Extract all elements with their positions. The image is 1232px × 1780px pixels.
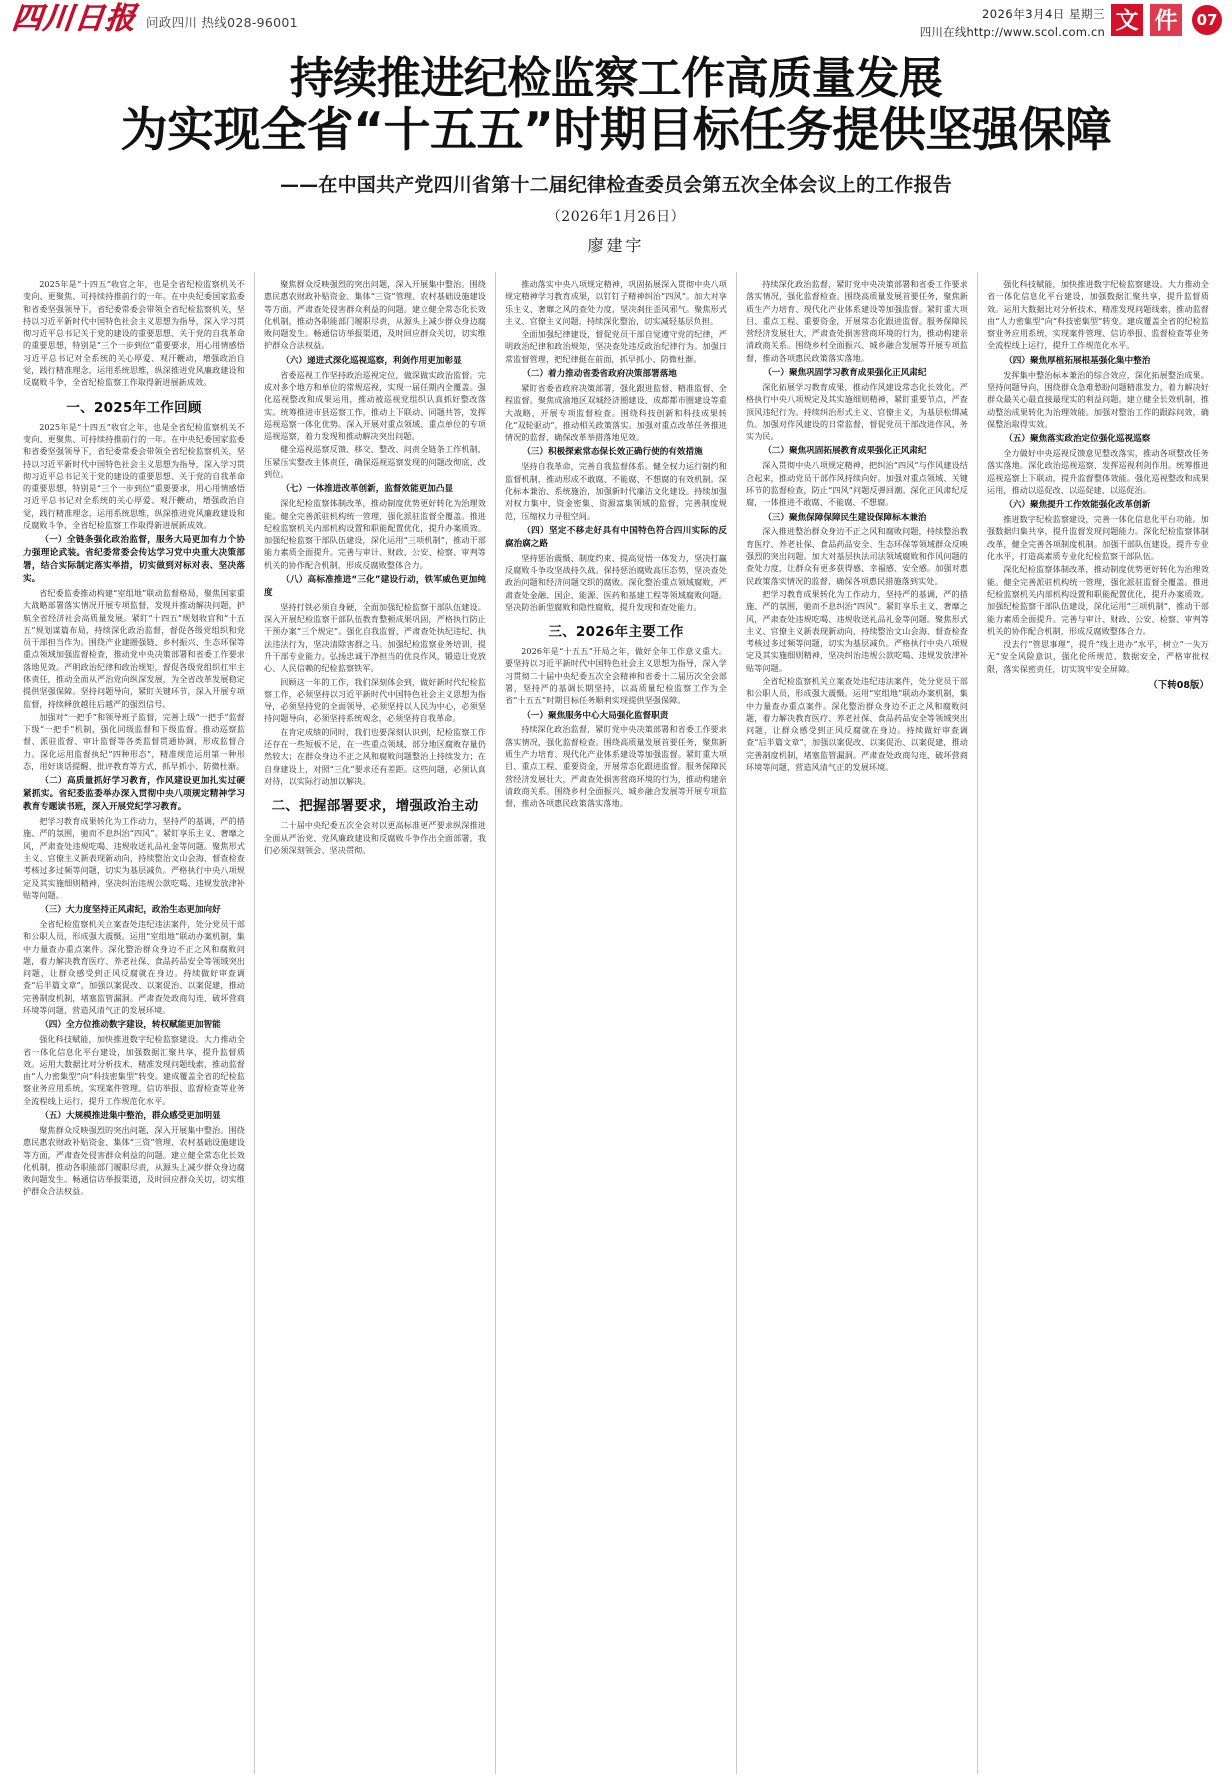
paragraph: 把学习教育成果转化为工作动力，坚持严的基调，严的措施、严的氛围，驰而不息纠治“四风”。紧盯享乐主义、奢靡之风，严肃查处违规吃喝、违规收送礼品礼金等问题。聚焦形式主义、官僚主义新表现新动向，持续整治文山会海、督查检查考核过多过频等问题，切实为基层减负。严格执行中央八项规定及其实施细则精神，坚决纠治违规公款吃喝、违规发放津补贴等问题。 (23, 816, 245, 900)
paragraph: 坚持惩治震慑、制度约束、提高觉悟一体发力，坚决打赢反腐败斗争攻坚战持久战。保持惩治腐败高压态势，坚决查处政治问题和经济问题交织的腐败。深化整治重点领域腐败，严肃查处金融、国企、能源、医药和基建工程等领域腐败问题。坚决防治新型腐败和隐性腐败，提升发现和查处能力。 (505, 552, 727, 612)
paragraph: 全面加强纪律建设，督促党员干部自觉遵守党的纪律，严明政治纪律和政治规矩，坚决查处违反政治纪律行为。加强日常监督管理，把纪律挺在前面，抓早抓小、防微杜渐。 (505, 329, 727, 364)
paragraph: 深化纪检监察体制改革，推动制度优势更好转化为治理效能。健全完善派驻机构统一管理，强化派驻监督全覆盖。推进纪检监察机关内部机构设置和职能配置优化，提升办案质效。加强纪检监察干部队伍建设，深化运用“三项机制”，推动干部能力素质全面提升。完善与审计、财政、公安、检察、审判等机关的协作配合机制，形成反腐败整体合力。 (264, 498, 486, 570)
paragraph: 坚持自我革命，完善自我监督体系。健全权力运行制约和监督机制，推动形成不敢腐、不能腐、不想腐的有效机制。深化标本兼治、系统施治，加强新时代廉洁文化建设。持续加强对权力集中、资金密集、资源富集领域的监督，完善制度规范，压缩权力寻租空间。 (505, 461, 727, 521)
article-byline: 廖建宇 (587, 235, 645, 255)
subsection-heading-3-4: （一）聚焦服务中心大局强化监督职责 (522, 710, 669, 721)
section-badge-jian: 件 (1150, 4, 1182, 36)
paragraph: 健全巡视巡察反馈、移交、整改、问责全链条工作机制，压紧压实整改主体责任，确保巡视巡察发现的问题改彻底、改到位。 (264, 444, 486, 480)
masthead (0, 0, 1232, 46)
paragraph: 深入推进整治群众身边不正之风和腐败问题，持续整治教育医疗、养老社保、食品药品安全、生态环保等领域群众反映强烈的突出问题。加大对基层执法司法领域腐败和作风问题的查处力度，让群众有更多获得感、幸福感、安全感。加强对惠民政策落实情况的监督，确保各项惠民措施落到实处。 (746, 526, 968, 586)
paragraph: 发挥集中整治标本兼治的综合效应，深化拓展整治成果。坚持问题导向，围绕群众急难愁盼问题精准发力，着力解决好群众最关心最直接最现实的利益问题。建立健全长效机制，推动整治成果转化为治理效能。加强对整治工作的跟踪问效，确保整治取得实效。 (987, 369, 1209, 429)
paragraph: 全省纪检监察机关立案查处违纪违法案件，处分党员干部和公职人员，形成强大震慑。运用“室组地”联动办案机制，集中力量查办重点案件。深化整治群众身边不正之风和腐败问题，着力解决教育医疗、养老社保、食品药品安全等领域突出问题，让群众感受到正风反腐就在身边。持续做好审查调查“后半篇文章”，加强以案促改、以案促治、以案促建，推动完善制度机制，堵塞监管漏洞。严肃查处政商勾连、破坏营商环境等问题，营造风清气正的发展环境。 (23, 919, 245, 1016)
subsection-heading-1-4: （四）全方位推动数字建设，转权赋能更加智能 (40, 1020, 221, 1031)
masthead-left (10, 1, 298, 36)
paragraph: 二十届中央纪委五次全会对以更高标准更严要求纵深推进全面从严治党、党风廉政建设和反腐败斗争作出全面部署，我们必须深刻领会、坚决贯彻。 (264, 820, 486, 855)
paragraph: 回顾这一年的工作，我们深刻体会到，做好新时代纪检监察工作，必须坚持以习近平新时代中国特色社会主义思想为指导，必须坚持党的全面领导，必须坚持以人民为中心，必须坚持问题导向，必须坚持系统观念，必须坚持自我革命。 (264, 676, 486, 724)
paragraph: 强化科技赋能，加快推进数字纪检监察建设。大力推动全省一体化信息化平台建设，加强数据汇聚共享，提升监督质效。运用大数据比对分析技术，精准发现问题线索，推动监督由“人力密集型”向“科技密集型”转变。建成覆盖全省的纪检监察业务应用系统，实现案件管理、信访举报、监督检查等业务全流程线上运行，提升工作规范化水平。 (23, 1034, 245, 1106)
column-1 (14, 272, 255, 1774)
masthead-meta (920, 4, 1105, 40)
paragraph: 聚焦群众反映强烈的突出问题，深入开展集中整治。围绕惠民惠农财政补贴资金、集体“三资”管理、农村基础设施建设等方面，严肃查处侵害群众利益的问题。建立健全常态化长效化机制，推动各职能部门履职尽责，从源头上减少群众身边腐败问题发生。畅通信访举报渠道，及时回应群众关切，切实维护群众合法权益。 (23, 1124, 245, 1197)
subsection-heading-3-3: （四）坚定不移走好具有中国特色符合四川实际的反腐治腐之路 (505, 525, 727, 549)
paragraph: 2025年是“十四五”收官之年，也是全省纪检监察机关不变向、更聚焦、可持续持推前行的一年。在中央纪委国家监委和省委坚强领导下，省纪委常委会带领全省纪检监察机关，坚持以习近平新时代中国特色社会主义思想为指导，深入学习贯彻习近平总书记关于党的建设的重要思想、关于党的自我革命的重要思想，特别是“三个一步到位”重要要求，用心用情感悟习近平总书记对全系统的关心厚爱、观汗鞭动，增强政治自觉，践行精准理念，运用系统思维，纵深推进党风廉政建设和反腐败斗争，全省纪检监察工作取得新进展新成效。 (23, 421, 245, 531)
subsection-heading-1-3: （三）大力度坚持正风肃纪，政治生态更加向好 (40, 905, 221, 916)
subsection-heading-1-2: （二）高质量抓好学习教育，作风建设更加扎实过硬紧抓实。省纪委监委举办深入贯彻中央八项规定精神学习教育专题读书班，深入开展党纪学习教育。 (23, 776, 245, 813)
column-4 (737, 272, 978, 1774)
paragraph: 聚焦群众反映强烈的突出问题，深入开展集中整治。围绕惠民惠农财政补贴资金、集体“三资”管理、农村基础设施建设等方面，严肃查处侵害群众利益的问题。建立健全常态化长效化机制，推动各职能部门履职尽责，从源头上减少群众身边腐败问题发生。畅通信访举报渠道，及时回应群众关切，切实维护群众合法权益。 (264, 279, 486, 351)
paragraph: 省纪委监委推动构建“室组地”联动监督格局，聚焦国家重大战略部署落实情况开展专项监督，发现并推动解决问题，护航全省经济社会高质量发展。紧盯“十四五”规划收官和“十五五”规划谋篇布局，持续深化政治监督，督促各级党组织和党员干部担当作为。围绕产业建圈强链、乡村振兴、生态环保等重点领域加强监督检查，推动党中央决策部署和省委工作要求落地见效。严明政治纪律和政治规矩，督促各级党组织扛牢主体责任，推动全面从严治党向纵深发展，为全省改革发展稳定提供坚强保障。坚持问题导向，紧盯关键环节，深入开展专项监督，持续释放越往后越严的强烈信号。 (23, 587, 245, 709)
paragraph: 强化科技赋能，加快推进数字纪检监察建设。大力推动全省一体化信息化平台建设，加强数据汇聚共享，提升监督质效。运用大数据比对分析技术，精准发现问题线索，推动监督由“人力密集型”向“科技密集型”转变。建成覆盖全省的纪检监察业务应用系统，实现案件管理、信访举报、监督检查等业务全流程线上运行，提升工作规范化水平。 (987, 279, 1209, 351)
article-columns (14, 272, 1218, 1774)
subsection-heading-4-3: （三）聚焦保障保障民生建设保障标本兼治 (763, 512, 927, 523)
continuation-marker: （下转08版） (1148, 679, 1209, 691)
headline-line-2: 为实现全省“十五五”时期目标任务提供坚强保障 (120, 103, 1112, 159)
column-2 (255, 272, 496, 1774)
paragraph: 加强对“一把手”和领导班子监督，完善上级“一把手”监督下级“一把手”机制，强化同级监督和下级监督。推动巡察监督、派驻监督、审计监督等各类监督贯通协调，形成监督合力。深化运用监督执纪“四种形态”，精准规范运用第一种形态，用好谈话提醒、批评教育等方式，抓早抓小、防微杜渐。 (23, 711, 245, 772)
section-heading-3: 三、2026年主要工作 (548, 624, 684, 641)
paragraph: 持续深化政治监督，紧盯党中央决策部署和省委工作要求落实情况，强化监督检查。围绕高质量发展首要任务，聚焦新质生产力培育、现代化产业体系建设等加强监督。紧盯重大项目、重点工程、重要资金，开展常态化跟进监督。服务保障民营经济发展壮大，严肃查处损害营商环境的行为，推动构建亲清政商关系。围绕乡村全面振兴、城乡融合发展等开展专项监督，推动各项惠民政策落实落地。 (746, 279, 968, 363)
newspaper-logo: 四川日报 (10, 1, 138, 36)
subsection-heading-1-7: （七）一体推进改革创新，监督效能更加凸显 (281, 484, 454, 495)
headline-line-1: 持续推进纪检监察工作高质量发展 (289, 53, 943, 104)
column-3 (496, 272, 737, 1774)
section-heading-2: 二、把握部署要求，增强政治主动 (271, 798, 479, 815)
website-url[interactable]: 四川在线http://www.scol.com.cn (919, 25, 1105, 39)
paragraph: 全力做好中央巡视反馈意见整改落实，推动各项整改任务落实落地。深化政治巡视巡察，发挥巡视利剑作用。统筹推进巡视巡察上下联动，提升监督整体效能。强化巡视整改和成果运用，推动以巡促改、以巡促建、以巡促治。 (987, 448, 1209, 495)
subsection-heading-5-1: （四）聚焦厚植拓展根基强化集中整治 (1004, 355, 1151, 366)
article-subtitle: ——在中国共产党四川省第十二届纪律检查委员会第五次全体会议上的工作报告 (279, 173, 952, 196)
paragraph: 深化纪检监察体制改革，推动制度优势更好转化为治理效能。健全完善派驻机构统一管理，强化派驻监督全覆盖。推进纪检监察机关内部机构设置和职能配置优化，提升办案质效。加强纪检监察干部队伍建设，深化运用“三项机制”，推动干部能力素质全面提升。完善与审计、财政、公安、检察、审判等机关的协作配合机制，形成反腐败整体合力。 (987, 564, 1209, 636)
column-5 (978, 272, 1218, 1774)
paragraph: 深化拓展学习教育成果，推动作风建设常态化长效化。严格执行中央八项规定及其实施细则精神，紧盯重要节点，严查顶风违纪行为。持续纠治形式主义、官僚主义，为基层松绑减负。加强对作风建设的日常监督，督促党员干部改进作风、务实为民。 (746, 381, 968, 442)
hotline-text: 问政四川 热线028-96001 (146, 15, 298, 30)
subsection-heading-4-2: （二）聚焦巩固拓展教育成果强化正风肃纪 (763, 446, 927, 457)
subsection-heading-1-5: （五）大规模推进集中整治，群众感受更加明显 (40, 1111, 221, 1122)
subsection-heading-1-8: （八）高标准推进“三化”建设行动，铁军威色更加纯度 (264, 575, 486, 598)
article-dateline: （2026年1月26日） (546, 208, 686, 225)
subsection-heading-1-6: （六）递进式深化巡视巡察，利剑作用更加彰显 (281, 355, 462, 366)
page-number-badge: 07 (1192, 5, 1222, 35)
headline-block (0, 46, 1232, 260)
subsection-heading-3-2: （三）积极探索常态保长效正确行使的有效措施 (522, 447, 703, 458)
subsection-heading-5-2: （五）聚焦落实政治定位强化巡视巡察 (1004, 434, 1151, 445)
paragraph: 2026年是“十五五”开局之年，做好全年工作意义重大。要坚持以习近平新时代中国特色社会主义思想为指导，深入学习贯彻二十届中央纪委五次全会精神和省委十二届历次全会部署，坚持严的基调长期坚持，以高质量纪检监察工作为全省“十五五”时期目标任务顺利实现提供坚强保障。 (505, 646, 727, 706)
paragraph: 推进数字纪检监察建设，完善一体化信息化平台功能。加强数据归集共享，提升监督发现问题能力。深化纪检监察体制改革，健全完善各项制度机制。加强干部队伍建设，提升专业化水平，打造高素质专业化纪检监察干部队伍。 (987, 514, 1209, 562)
section-badge-wen: 文 (1111, 4, 1143, 36)
paragraph: 深入贯彻中央八项规定精神，把纠治“四风”与作风建设结合起来，推动党员干部作风持续向好。加强对重点领域、关键环节的监督检查，防止“四风”问题反弹回潮。深化正风肃纪反腐，一体推进不敢腐、不能腐、不想腐。 (746, 460, 968, 508)
paragraph: 持续深化政治监督，紧盯党中央决策部署和省委工作要求落实情况，强化监督检查。围绕高质量发展首要任务，聚焦新质生产力培育、现代化产业体系建设等加强监督。紧盯重大项目、重点工程、重要资金，开展常态化跟进监督。服务保障民营经济发展壮大，严肃查处损害营商环境的行为，推动构建亲清政商关系。围绕乡村全面振兴、城乡融合发展等开展专项监督，推动各项惠民政策落实落地。 (505, 724, 727, 809)
paragraph: 在肯定成绩的同时，我们也要深刻认识到，纪检监察工作还存在一些短板不足，在一些重点领域、部分地区腐败存量仍然较大；在群众身边不正之风和腐败问题整治上持续发力；在自身建设上，对照“三化”要求还有差距。这些问题，必须认真对待，以实际行动加以解决。 (264, 726, 486, 786)
paragraph: 紧盯省委省政府决策部署，强化跟进监督、精准监督、全程监督。聚焦成渝地区双城经济圈建设、成都都市圈建设等重大战略，开展专项监督检查。围绕科技创新和科技成果转化“双轮驱动”，推动相关政策落实。加强对重点改革任务推进情况的监督，确保改革举措落地见效。 (505, 382, 727, 443)
paragraph: 全省纪检监察机关立案查处违纪违法案件，处分党员干部和公职人员，形成强大震慑。运用“室组地”联动办案机制，集中力量查办重点案件。深化整治群众身边不正之风和腐败问题，着力解决教育医疗、养老社保、食品药品安全等领域突出问题，让群众感受到正风反腐就在身边。持续做好审查调查“后半篇文章”，加强以案促改、以案促治、以案促建，推动完善制度机制，堵塞监管漏洞。严肃查处政商勾连、破坏营商环境等问题，营造风清气正的发展环境。 (746, 675, 968, 773)
publication-date: 2026年3月4日 星期三 (981, 7, 1105, 21)
subsection-heading-4-1: （一）聚焦巩固学习教育成果强化正风肃纪 (763, 368, 927, 379)
masthead-right (920, 4, 1222, 40)
paragraph: 把学习教育成果转化为工作动力，坚持严的基调，严的措施、严的氛围，驰而不息纠治“四风”。紧盯享乐主义、奢靡之风，严肃查处违规吃喝、违规收送礼品礼金等问题。聚焦形式主义、官僚主义新表现新动向，持续整治文山会海、督查检查考核过多过频等问题，切实为基层减负。严格执行中央八项规定及其实施细则精神，坚决纠治违规公款吃喝、违规发放津补贴等问题。 (746, 588, 968, 673)
section-heading-1: 一、2025年工作回顾 (66, 399, 202, 416)
lead-paragraph: 2025年是“十四五”收官之年，也是全省纪检监察机关不变向、更聚焦、可持续持推前行的一年。在中央纪委国家监委和省委坚强领导下，省纪委常委会带领全省纪检监察机关，坚持以习近平新时代中国特色社会主义思想为指导，深入学习贯彻习近平总书记关于党的建设的重要思想、关于党的自我革命的重要思想，特别是“三个一步到位”重要要求，用心用情感悟习近平总书记对全系统的关心厚爱、观汗鞭动，增强政治自觉，践行精准理念，运用系统思维，纵深推进党风廉政建设和反腐败斗争，全省纪检监察工作取得新进展新成效。 (23, 279, 245, 388)
subsection-heading-3-1: （二）着力推动省委省政府决策部署落地 (522, 369, 677, 380)
paragraph: 省委巡视工作坚持政治巡视定位，做深做实政治监督。完成对多个地方和单位的常规巡视，实现一届任期内全覆盖。强化巡视整改和成果运用，推动被巡视党组织认真抓好整改落实。统筹推进市县巡察工作，推动上下联动、同题共答，发挥巡视巡察一体化优势。深入开展对重点领域、重点单位的专项巡视巡察，着力发现和推动解决突出问题。 (264, 369, 486, 442)
subsection-heading-1-1: （一）全链条强化政治监督，服务大局更加有力个协力强理论武装。省纪委常委会传达学习党中央重大决策部署，结合实际制定落实举措，切实做到对标对表、坚决落实。 (23, 535, 245, 585)
paragraph: 坚持打铁必须自身硬，全面加强纪检监察干部队伍建设。深入开展纪检监察干部队伍教育整顿成果巩固，严格执行防止干预办案“三个规定”。强化自我监督，严肃查处执纪违纪、执法违法行为，坚决清除害群之马。加强纪检监察业务培训，提升干部专业能力。弘扬忠诚干净担当的优良作风，锻造让党放心、人民信赖的纪检监察铁军。 (264, 601, 486, 674)
closing-paragraph: 没去行“管思事理”，提升“线上进办”水平，树立“一失万无”安全风险意识，强化伦所规范、数据安全，严格审批权限，落实保密责任，切实筑牢安全屏障。 (987, 639, 1209, 674)
subsection-heading-5-3: （六）聚焦提升工作效能强化改革创新 (1004, 500, 1151, 511)
paragraph: 推动落实中央八项规定精神，巩固拓展深入贯彻中央八项规定精神学习教育成果，以钉钉子精神纠治“四风”。加大对享乐主义、奢靡之风的查处力度，坚决刹住歪风邪气。聚焦形式主义、官僚主义问题，持续深化整治，切实减轻基层负担。 (505, 279, 727, 326)
